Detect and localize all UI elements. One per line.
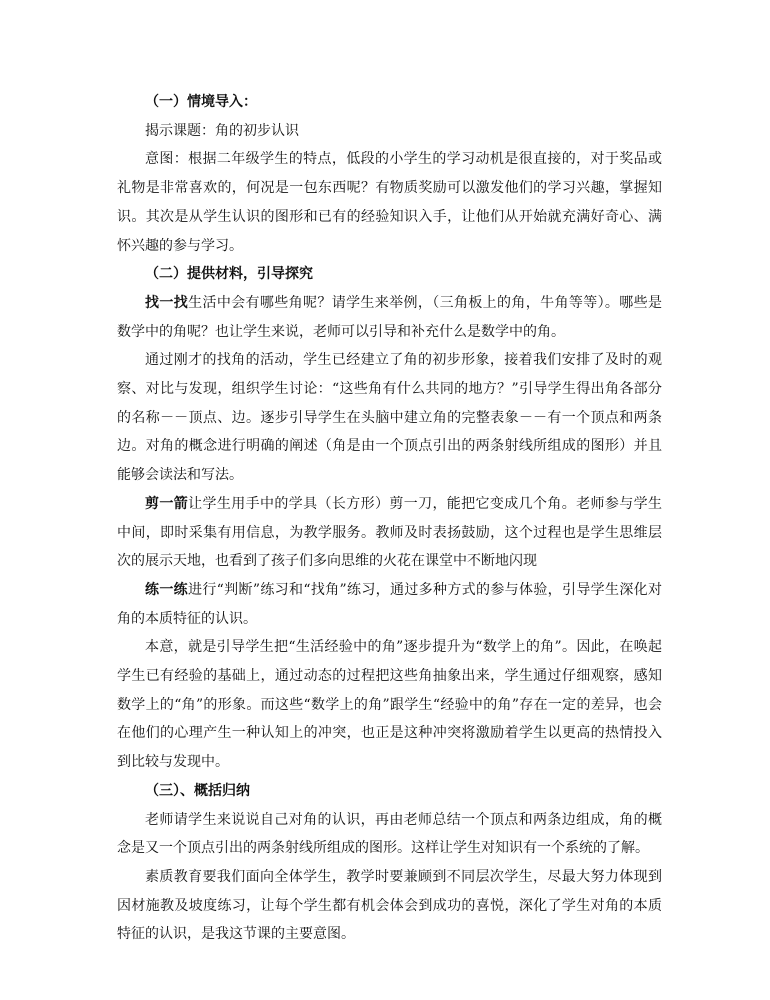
paragraph: [117, 633, 662, 777]
paragraph: [117, 806, 662, 863]
paragraph-text: 揭示课题：角的初步认识: [145, 122, 299, 139]
paragraph-lead: 剪一箭: [145, 495, 189, 512]
paragraph: [117, 117, 662, 146]
paragraph-text: 让学生用手中的学具（长方形）剪一刀，能把它变成几个角。老师参与学生中间，即时采集有用信息，为教学服务。教师及时表扬鼓励，这个过程也是学生思维层次的展示天地，也看到了孩子们多向思维的火花在课堂中不断地闪现: [117, 495, 663, 570]
paragraph-text: 通过刚才的找角的活动，学生已经建立了角的初步形象，接着我们安排了及时的观察、对比与发现，组织学生讨论：“这些角有什么共同的地方？”引导学生得出角各部分的名称－－顶点、边。逐步引导学生在头脑中建立角的完整表象－－有一个顶点和两条边。对角的概念进行明确的阐述（角是由一个顶点引出的两条射线所组成的图形）并且能够会读法和写法。: [117, 352, 662, 484]
paragraph-lead: 练一练: [145, 581, 189, 598]
paragraph: [117, 145, 662, 260]
section-heading: （一）情境导入：: [145, 94, 257, 110]
paragraph-text: 素质教育要我们面向全体学生，教学时要兼顾到不同层次学生，尽最大努力体现到因材施教及坡度练习，让每个学生都有机会体会到成功的喜悦，深化了学生对角的本质特征的认识，是我这节课的主要意图。: [117, 868, 662, 943]
paragraph-text: 生活中会有哪些角呢？请学生来举例，（三角板上的角，牛角等等）。哪些是数学中的角呢？也让学生来说，老师可以引导和补充什么是数学中的角。: [117, 294, 663, 340]
paragraph: [117, 490, 662, 576]
paragraph: [117, 863, 662, 949]
section-heading: （三）、概括归纳: [145, 782, 250, 799]
paragraph-text: 老师请学生来说说自己对角的认识，再由老师总结一个顶点和两条边组成，角的概念是又一个顶点引出的两条射线所组成的图形。这样让学生对知识有一个系统的了解。: [117, 811, 662, 857]
paragraph: [117, 289, 662, 346]
paragraph-lead: 找一找: [145, 294, 189, 311]
paragraph-text: 进行“判断”练习和“找角”练习，通过多种方式的参与体验，引导学生深化对角的本质特征的认识。: [117, 581, 662, 627]
section-heading: （二）提供材料，引导探究: [145, 266, 313, 283]
document-body: [117, 88, 662, 949]
paragraph-text: 意图：根据二年级学生的特点，低段的小学生的学习动机是很直接的，对于奖品或礼物是非常喜欢的，何况是一包东西呢？有物质奖励可以激发他们的学习兴趣，掌握知识。其次是从学生认识的图形和已有的经验知识入手，让他们从开始就充满好奇心、满怀兴趣的参与学习。: [117, 151, 662, 254]
paragraph: [117, 346, 662, 490]
paragraph: [117, 576, 662, 633]
paragraph-text: 本意，就是引导学生把“生活经验中的角”逐步提升为“数学上的角”。因此，在唤起学生已有经验的基础上，通过动态的过程把这些角抽象出来，学生通过仔细观察，感知数学上的“角”的形象。而这些“数学上的角”跟学生“经验中的角”存在一定的差异，也会在他们的心理产生一种认知上的冲突，也正是这种冲突将激励着学生以更高的热情投入到比较与发现中。: [117, 639, 662, 771]
